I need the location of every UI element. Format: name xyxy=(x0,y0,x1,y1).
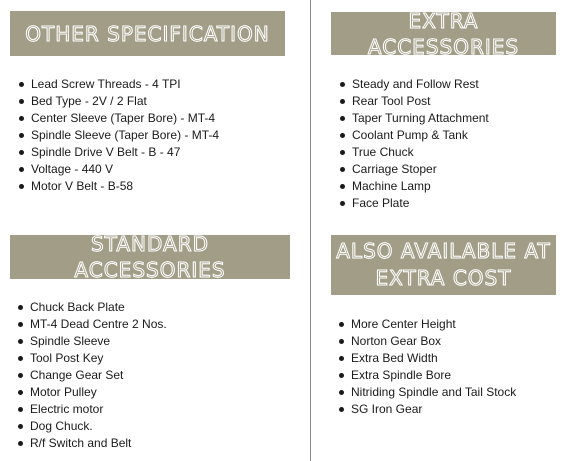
standard-accessories-list xyxy=(18,299,167,452)
list-item: Rear Tool Post xyxy=(340,93,489,110)
other-specification-title: OTHER SPECIFICATION xyxy=(25,21,270,46)
list-item: Chuck Back Plate xyxy=(18,299,167,316)
also-available-header xyxy=(331,235,556,295)
also-available-title-line1: ALSO AVAILABLE AT xyxy=(336,239,551,263)
also-available-title xyxy=(336,238,551,292)
list-item: Norton Gear Box xyxy=(339,333,516,350)
list-item: Voltage - 440 V xyxy=(19,161,219,178)
column-divider xyxy=(310,0,311,461)
list-item: Spindle Drive V Belt - B - 47 xyxy=(19,144,219,161)
other-specification-list xyxy=(19,76,219,195)
list-item: Machine Lamp xyxy=(340,178,489,195)
list-item: R/f Switch and Belt xyxy=(18,435,167,452)
also-available-title-line2: EXTRA COST xyxy=(375,266,512,290)
list-item: Change Gear Set xyxy=(18,367,167,384)
standard-accessories-header xyxy=(10,232,290,282)
list-item: Carriage Stoper xyxy=(340,161,489,178)
list-item: Face Plate xyxy=(340,195,489,212)
list-item: SG Iron Gear xyxy=(339,401,516,418)
list-item: Bed Type - 2V / 2 Flat xyxy=(19,93,219,110)
extra-accessories-title: EXTRA ACCESSORIES xyxy=(367,8,520,59)
list-item: Dog Chuck. xyxy=(18,418,167,435)
list-item: Extra Bed Width xyxy=(339,350,516,367)
list-item: Spindle Sleeve (Taper Bore) - MT-4 xyxy=(19,127,219,144)
list-item: True Chuck xyxy=(340,144,489,161)
list-item: Coolant Pump & Tank xyxy=(340,127,489,144)
also-available-list xyxy=(339,316,516,418)
list-item: Nitriding Spindle and Tail Stock xyxy=(339,384,516,401)
list-item: Taper Turning Attachment xyxy=(340,110,489,127)
extra-accessories-list xyxy=(340,76,489,212)
list-item: Electric motor xyxy=(18,401,167,418)
list-item: More Center Height xyxy=(339,316,516,333)
list-item: Motor Pulley xyxy=(18,384,167,401)
other-specification-header xyxy=(10,11,285,56)
list-item: Tool Post Key xyxy=(18,350,167,367)
list-item: Extra Spindle Bore xyxy=(339,367,516,384)
extra-accessories-header xyxy=(331,8,556,59)
list-item: Center Sleeve (Taper Bore) - MT-4 xyxy=(19,110,219,127)
list-item: Lead Screw Threads - 4 TPI xyxy=(19,76,219,93)
list-item: Spindle Sleeve xyxy=(18,333,167,350)
list-item: MT-4 Dead Centre 2 Nos. xyxy=(18,316,167,333)
list-item: Steady and Follow Rest xyxy=(340,76,489,93)
list-item: Motor V Belt - B-58 xyxy=(19,178,219,195)
standard-accessories-title: STANDARD ACCESSORIES xyxy=(74,232,226,282)
